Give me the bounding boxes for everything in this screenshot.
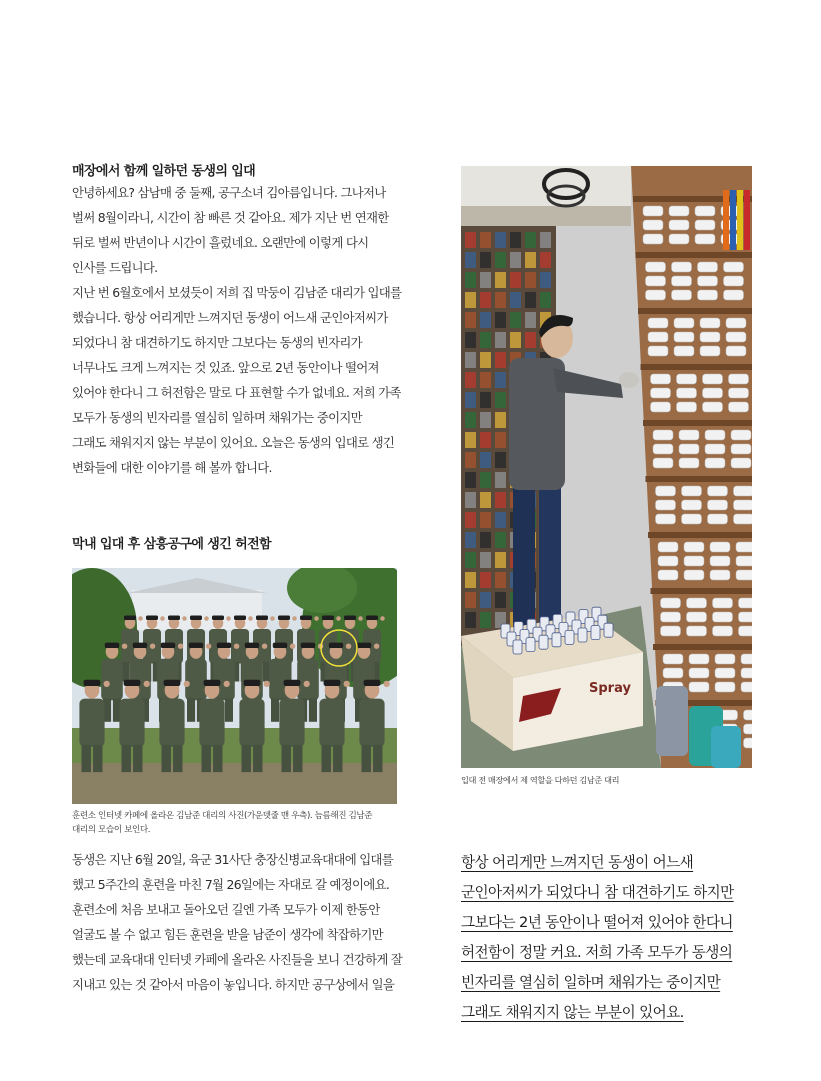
quote-line: 허전함이 정말 커요. 저희 가족 모두가 동생의 xyxy=(461,944,733,961)
quote-line: 그래도 채워지지 않는 부분이 있어요. xyxy=(461,1004,684,1021)
paragraph-line: 안녕하세요? 삼남매 중 둘째, 공구소녀 김아름입니다. 그나저나 xyxy=(72,185,386,200)
paragraph-line: 벌써 8월이라니, 시간이 참 빠른 것 같아요. 제가 지난 번 연재한 xyxy=(72,210,389,225)
paragraph-line: 얼굴도 볼 수 없고 힘든 훈련을 받을 남준이 생각에 착잡하기만 xyxy=(72,927,383,942)
store-photo xyxy=(461,166,752,768)
paragraph-line: 했고 5주간의 훈련을 마친 7월 26일에는 자대로 갈 예정이에요. xyxy=(72,877,390,892)
paragraph-line: 했는데 교육대대 인터넷 카페에 올라온 사진들을 보니 건강하게 잘 xyxy=(72,952,403,967)
section2-paragraph xyxy=(72,847,402,997)
soldiers-group-photo xyxy=(72,568,397,804)
right-photo-caption: 입대 전 매장에서 제 역할을 다하던 김남준 대리 xyxy=(461,775,620,785)
paragraph-line: 지난 번 6월호에서 보셨듯이 저희 집 막둥이 김남준 대리가 입대를 xyxy=(72,285,402,300)
quote-line: 빈자리를 열심히 일하며 채워가는 중이지만 xyxy=(461,974,721,991)
section-heading-emptiness: 막내 입대 후 삼흥공구에 생긴 허전함 xyxy=(72,537,271,552)
paragraph-line: 했습니다. 항상 어리게만 느껴지던 동생이 어느새 군인아저씨가 xyxy=(72,310,388,325)
paragraph-line: 변화들에 대한 이야기를 해 볼까 합니다. xyxy=(72,460,272,475)
paragraph-line: 동생은 지난 6월 20일, 육군 31사단 충장신병교육대대에 입대를 xyxy=(72,852,394,867)
pull-quote xyxy=(461,848,761,1028)
paragraph-line: 지내고 있는 것 같아서 마음이 놓입니다. 하지만 공구상에서 일을 xyxy=(72,977,395,992)
paragraph-line: 있어야 한다니 그 허전함은 말로 다 표현할 수가 없네요. 저희 가족 xyxy=(72,385,401,400)
paragraph-line: 훈련소에 처음 보내고 돌아오던 길엔 가족 모두가 이제 한동안 xyxy=(72,902,380,917)
caption-line: 훈련소 인터넷 카페에 올라온 김남준 대리의 사진(가운뎃줄 맨 우측). 늠름해진 김남준 xyxy=(72,811,373,821)
intro-paragraph xyxy=(72,180,402,480)
paragraph-line: 모두가 동생의 빈자리를 열심히 일하며 채워가는 중이지만 xyxy=(72,410,362,425)
paragraph-line: 뒤로 벌써 반년이나 시간이 흘렀네요. 오랜만에 이렇게 다시 xyxy=(72,235,369,250)
quote-line: 군인아저씨가 되었다니 참 대견하기도 하지만 xyxy=(461,884,734,901)
caption-line: 대리의 모습이 보인다. xyxy=(72,825,151,835)
paragraph-line: 너무나도 크게 느껴지는 것 있죠. 앞으로 2년 동안이나 떨어져 xyxy=(72,360,379,375)
paragraph-line: 되었다니 참 대견하기도 하지만 그보다는 동생의 빈자리가 xyxy=(72,335,362,350)
quote-line: 항상 어리게만 느껴지던 동생이 어느새 xyxy=(461,854,694,871)
section-heading-enlistment: 매장에서 함께 일하던 동생의 입대 xyxy=(72,164,256,179)
left-photo-caption xyxy=(72,809,402,837)
paragraph-line: 인사를 드립니다. xyxy=(72,260,158,275)
box-label: Spray xyxy=(589,681,631,696)
paragraph-line: 그래도 채워지지 않는 부분이 있어요. 오늘은 동생의 입대로 생긴 xyxy=(72,435,395,450)
quote-line: 그보다는 2년 동안이나 떨어져 있어야 한다니 xyxy=(461,914,733,931)
